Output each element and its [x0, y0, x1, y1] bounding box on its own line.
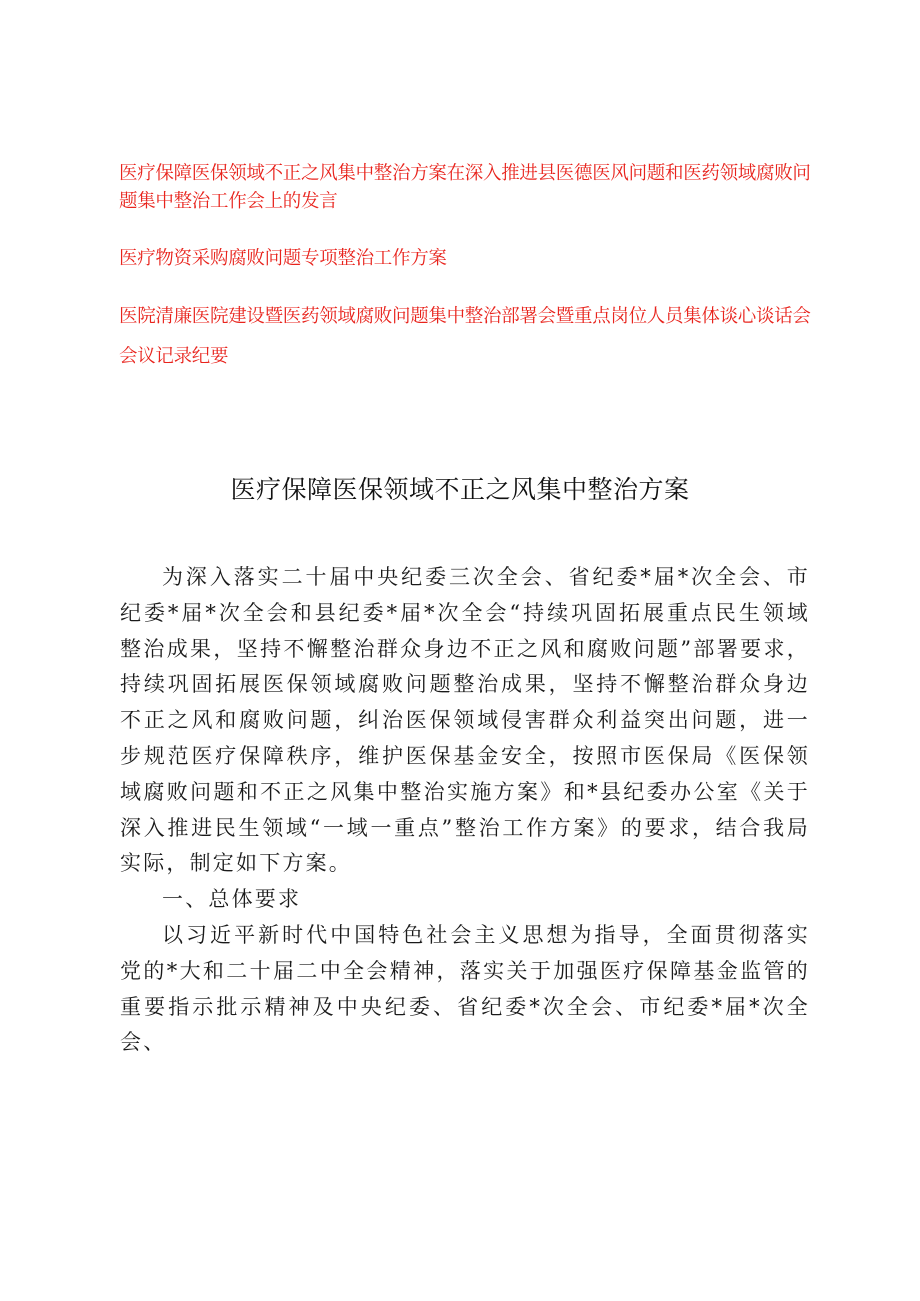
document-title: 医疗保障医保领域不正之风集中整治方案: [230, 475, 690, 504]
related-link-procurement[interactable]: 医疗物资采购腐败问题专项整治工作方案: [119, 248, 447, 269]
related-link-speech[interactable]: 医疗保障医保领域不正之风集中整治方案在深入推进县医德医风问题和医药领域腐败问题集中整治工作会上的发言: [119, 163, 811, 212]
related-links: [119, 160, 819, 377]
body-paragraph-intro: 为深入落实二十届中央纪委三次全会、省纪委*届*次全会、市纪委*届*次全会和县纪委*届*次全会“持续巩固拓展重点民生领域整治成果，坚持不懈整治群众身边不正之风和腐败问题”部署要求，持续巩固拓展医保领域腐败问题整治成果，坚持不懈整治群众身边不正之风和腐败问题，纠治医保领域侵害群众利益突出问题，进一步规范医疗保障秩序，维护医保基金安全，按照市医保局《医保领域腐败问题和不正之风集中整治实施方案》和*县纪委办公室《关于深入推进民生领域“一域一重点”整治工作方案》的要求，结合我局实际，制定如下方案。: [120, 565, 810, 876]
section-heading-general-requirements: 一、总体要求: [162, 887, 302, 912]
body-paragraph-guidance: 以习近平新时代中国特色社会主义思想为指导，全面贯彻落实党的*大和二十届二中全会精神，落实关于加强医疗保障基金监管的重要指示批示精神及中央纪委、省纪委*次全会、市纪委*届*次全会、: [120, 922, 810, 1055]
document-body: [120, 560, 810, 1061]
related-link-meeting-minutes[interactable]: 医院清廉医院建设暨医药领域腐败问题集中整治部署会暨重点岗位人员集体谈心谈话会会议记录纪要: [119, 306, 811, 367]
